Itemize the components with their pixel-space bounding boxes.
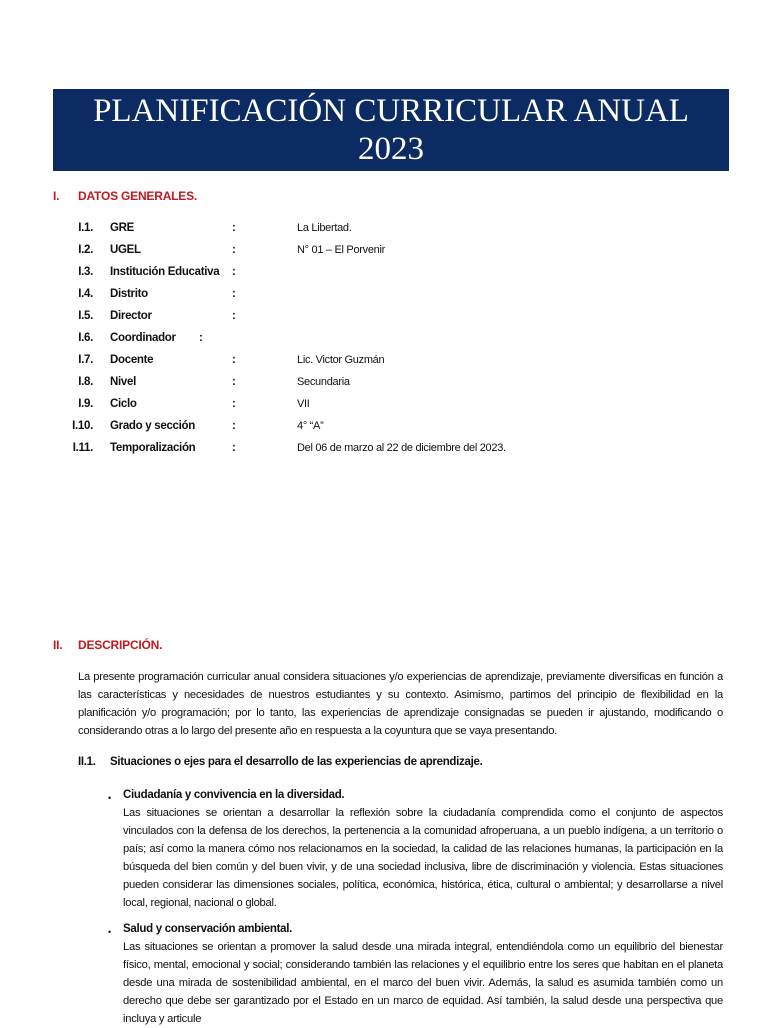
datos-colon: : <box>232 398 236 410</box>
section-number: II. <box>53 638 63 652</box>
bullet-title: Ciudadanía y convivencia en la diversidad. <box>123 789 345 801</box>
datos-value: Lic. Victor Guzmán <box>297 354 385 366</box>
section-title: DESCRIPCIÓN. <box>78 638 163 652</box>
datos-label: Grado y sección <box>110 420 195 432</box>
datos-row <box>0 266 768 282</box>
datos-value: Secundaria <box>297 376 350 388</box>
title-banner <box>53 89 729 171</box>
datos-number: I.7. <box>78 354 93 366</box>
datos-value: Del 06 de marzo al 22 de diciembre del 2023. <box>297 442 506 454</box>
subsection-number: II.1. <box>78 756 96 768</box>
bullet-icon: • <box>108 927 112 937</box>
datos-row <box>0 398 768 414</box>
datos-value: VII <box>297 398 310 410</box>
datos-colon: : <box>199 332 203 344</box>
datos-colon: : <box>232 442 236 454</box>
datos-colon: : <box>232 244 236 256</box>
datos-row <box>0 442 768 458</box>
datos-label: Temporalización <box>110 442 196 454</box>
datos-row <box>0 420 768 436</box>
description-paragraph: La presente programación curricular anual considera situaciones y/o experiencias de aprendizaje, previamente diversificas en función a las características y necesidades de nuestros estudiantes y su contexto. Asimismo, partimos del principio de flexibilidad en la planificación y/o programación; por lo tanto, las experiencias de aprendizaje consignadas se pueden ir ajustando, modificando o considerando otras a lo largo del presente año en respuesta a la coyuntura que se vaya presentando. <box>78 671 723 737</box>
datos-number: I.4. <box>78 288 93 300</box>
datos-label: Nivel <box>110 376 136 388</box>
section-heading-descripcion <box>53 638 162 652</box>
datos-row <box>0 310 768 326</box>
datos-label: Docente <box>110 354 154 366</box>
datos-label: GRE <box>110 222 135 234</box>
datos-value: La Libertad. <box>297 222 352 234</box>
datos-number: I.5. <box>78 310 93 322</box>
datos-label: Coordinador <box>110 332 176 344</box>
datos-row <box>0 244 768 260</box>
bullet-icon: • <box>108 793 112 803</box>
section-number: I. <box>53 189 60 203</box>
datos-colon: : <box>232 420 236 432</box>
bullet-text: Las situaciones se orientan a desarrollar la reflexión sobre la ciudadanía comprendida como el conjunto de aspectos vinculados con la defensa de los derechos, la pertenencia a la comunidad afroperuana, a un pueblo indígena, a un territorio o país; así como la manera cómo nos relacionamos en la sociedad, la calidad de las relaciones humanas, la participación en la búsqueda del bien común y del buen vivir, y de una sociedad inclusiva, libre de discriminación y violencia. Estas situaciones pueden considerar las dimensiones sociales, política, económica, histórica, ética, cultural o ambiental; y desarrollarse a nivel local, regional, nacional o global. <box>123 807 723 909</box>
datos-number: I.2. <box>78 244 93 256</box>
datos-number: I.3. <box>78 266 93 278</box>
datos-label: Distrito <box>110 288 148 300</box>
datos-label: Institución Educativa <box>110 266 220 278</box>
datos-value: N° 01 – El Porvenir <box>297 244 385 256</box>
datos-number: I.11. <box>72 442 93 454</box>
datos-row <box>0 376 768 392</box>
datos-row <box>0 332 768 348</box>
datos-number: I.9. <box>78 398 93 410</box>
datos-number: I.8. <box>78 376 93 388</box>
section-heading-datos-generales <box>53 189 197 203</box>
document-year: 2023 <box>358 131 424 167</box>
datos-colon: : <box>232 310 236 322</box>
datos-number: I.6. <box>78 332 93 344</box>
datos-number: I.1. <box>78 222 93 234</box>
document-title: PLANIFICACIÓN CURRICULAR ANUAL <box>93 93 689 129</box>
bullet-title: Salud y conservación ambiental. <box>123 923 293 935</box>
section-title: DATOS GENERALES. <box>78 189 198 203</box>
datos-row <box>0 288 768 304</box>
datos-colon: : <box>232 222 236 234</box>
subsection-title: Situaciones o ejes para el desarrollo de las experiencias de aprendizaje. <box>110 756 483 768</box>
datos-colon: : <box>232 288 236 300</box>
datos-row <box>0 222 768 238</box>
bullet-text: Las situaciones se orientan a promover la salud desde una mirada integral, entendiéndola como un equilibrio del bienestar físico, mental, emocional y social; considerando también las relaciones y el equilibrio entre los seres que habitan en el planeta desde una mirada de sostenibilidad ambiental, en el marco del buen vivir. Además, la salud es asumida también como un derecho que debe ser garantizado por el Estado en un marco de equidad. Así también, la salud desde una perspectiva que incluya y articule <box>123 941 723 1025</box>
datos-value: 4° “A” <box>297 420 324 432</box>
datos-colon: : <box>232 376 236 388</box>
datos-label: UGEL <box>110 244 141 256</box>
datos-label: Director <box>110 310 152 322</box>
datos-row <box>0 354 768 370</box>
datos-label: Ciclo <box>110 398 137 410</box>
subsection-heading <box>78 756 482 768</box>
datos-number: I.10. <box>72 420 93 432</box>
datos-colon: : <box>232 266 236 278</box>
datos-colon: : <box>232 354 236 366</box>
